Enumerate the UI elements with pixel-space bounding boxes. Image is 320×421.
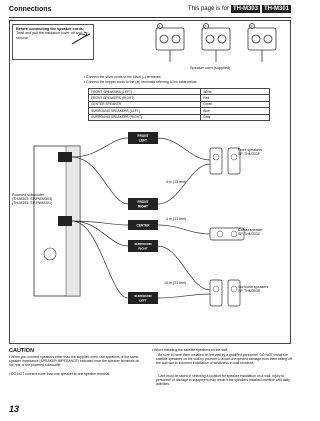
intro-body: Twist and pull the insulation cover off and remove. (16, 31, 82, 40)
twist-cord-icon (70, 30, 94, 50)
terminal-illustration (150, 22, 290, 66)
terminal-surround-left (128, 292, 158, 304)
svg-text:SURROUND: SURROUND (134, 294, 152, 298)
cords (72, 138, 210, 298)
table-row: FRONT SPEAKERS (RIGHT) Red (89, 95, 270, 101)
svg-text:FRONT: FRONT (137, 134, 149, 138)
svg-text:1: 1 (158, 24, 161, 29)
page-number: 13 (9, 404, 20, 414)
svg-text:RIGHT: RIGHT (138, 204, 148, 209)
svg-text:RIGHT: RIGHT (138, 246, 148, 251)
svg-text:2: 2 (204, 24, 207, 29)
caution-right-3: - Care must be taken in selecting a location for speaker installation on a wall. Injury to personnel or damage to equipment may result if the speakers installed interfere with daily activities. (156, 374, 290, 387)
terminal-step-2 (202, 24, 230, 63)
intro-title: Before connecting the speaker cords; (16, 27, 85, 31)
table-row: FRONT SPEAKERS (LEFT) White (89, 89, 270, 95)
caution-right-2: - Be sure to have them installed on the wall by a qualified personnel. DO NOT install the satellite speakers on the wall by yourself to avoid unexpected damage from them falling off the wall due to incorrect installation or weakness in wall structure. (156, 353, 292, 366)
caution-right-1: • When installing the satellite speakers on the wall: (152, 348, 229, 352)
terminal-surround-right (128, 240, 158, 252)
surround-speakers-label: Surround speakers SP-THM303S (238, 285, 269, 294)
terminal-center (128, 220, 158, 230)
terminal-front-right (128, 198, 158, 210)
cord-length-center: 4 m (13 feet) (166, 217, 187, 221)
svg-text:3: 3 (250, 24, 253, 29)
svg-text:CENTER: CENTER (136, 223, 150, 228)
instruction-2: • Connect the copper cords to the (⊕) terminals referring to the table below: (84, 80, 198, 84)
caution-left-2: • DO NOT connect more than one speaker to one speaker terminal. (9, 372, 111, 376)
model-badge-b: TH-M301 (263, 6, 289, 12)
table-row: CENTER SPEAKER Green (89, 101, 270, 107)
terminal-step-3 (248, 24, 276, 63)
surround-speakers (210, 280, 240, 306)
front-speakers-label: Front speakers SP-THM303F (238, 148, 262, 157)
cord-color-table (88, 88, 270, 121)
svg-text:FRONT: FRONT (137, 200, 149, 204)
model-badge-a: TH-M303 (232, 6, 258, 12)
speaker-cord-caption: Speaker cord (supplied) (190, 66, 231, 70)
page-note-label: This page is for (187, 6, 229, 12)
caution-left-1: • When you connect speakers other than the supplied ones, use speakers of the same speaker impedance (SPEAKER IMPEDANCE) indicated near the speaker terminals on the rear of the powered subwoofer. (9, 355, 140, 368)
cord-length-front: 4 m (13 feet) (166, 180, 187, 184)
subwoofer-label: Powered subwoofer (TH-M303: SP-PWM303) (TH-M301: SP-PWM301) (12, 193, 53, 206)
model-note (188, 5, 291, 13)
header-rule (9, 17, 291, 18)
svg-text:SURROUND: SURROUND (134, 242, 152, 246)
center-speaker-label: Center speaker SP-THM303C (238, 228, 263, 237)
instruction-1: • Connect the silver cords to the black (–) terminals. (84, 75, 162, 79)
cord-length-surround: 10 m (33 feet) (164, 281, 187, 285)
caution-title: CAUTION (9, 348, 35, 354)
svg-text:LEFT: LEFT (139, 298, 147, 303)
front-speakers (210, 148, 240, 174)
table-row: SURROUND SPEAKERS (LEFT) Blue (89, 108, 270, 114)
svg-text:LEFT: LEFT (139, 138, 147, 143)
terminal-step-1 (156, 24, 184, 63)
section-title: Connections (9, 6, 52, 13)
table-row: SURROUND SPEAKERS (RIGHT) Gray (89, 114, 270, 120)
terminal-front-left (128, 132, 158, 144)
